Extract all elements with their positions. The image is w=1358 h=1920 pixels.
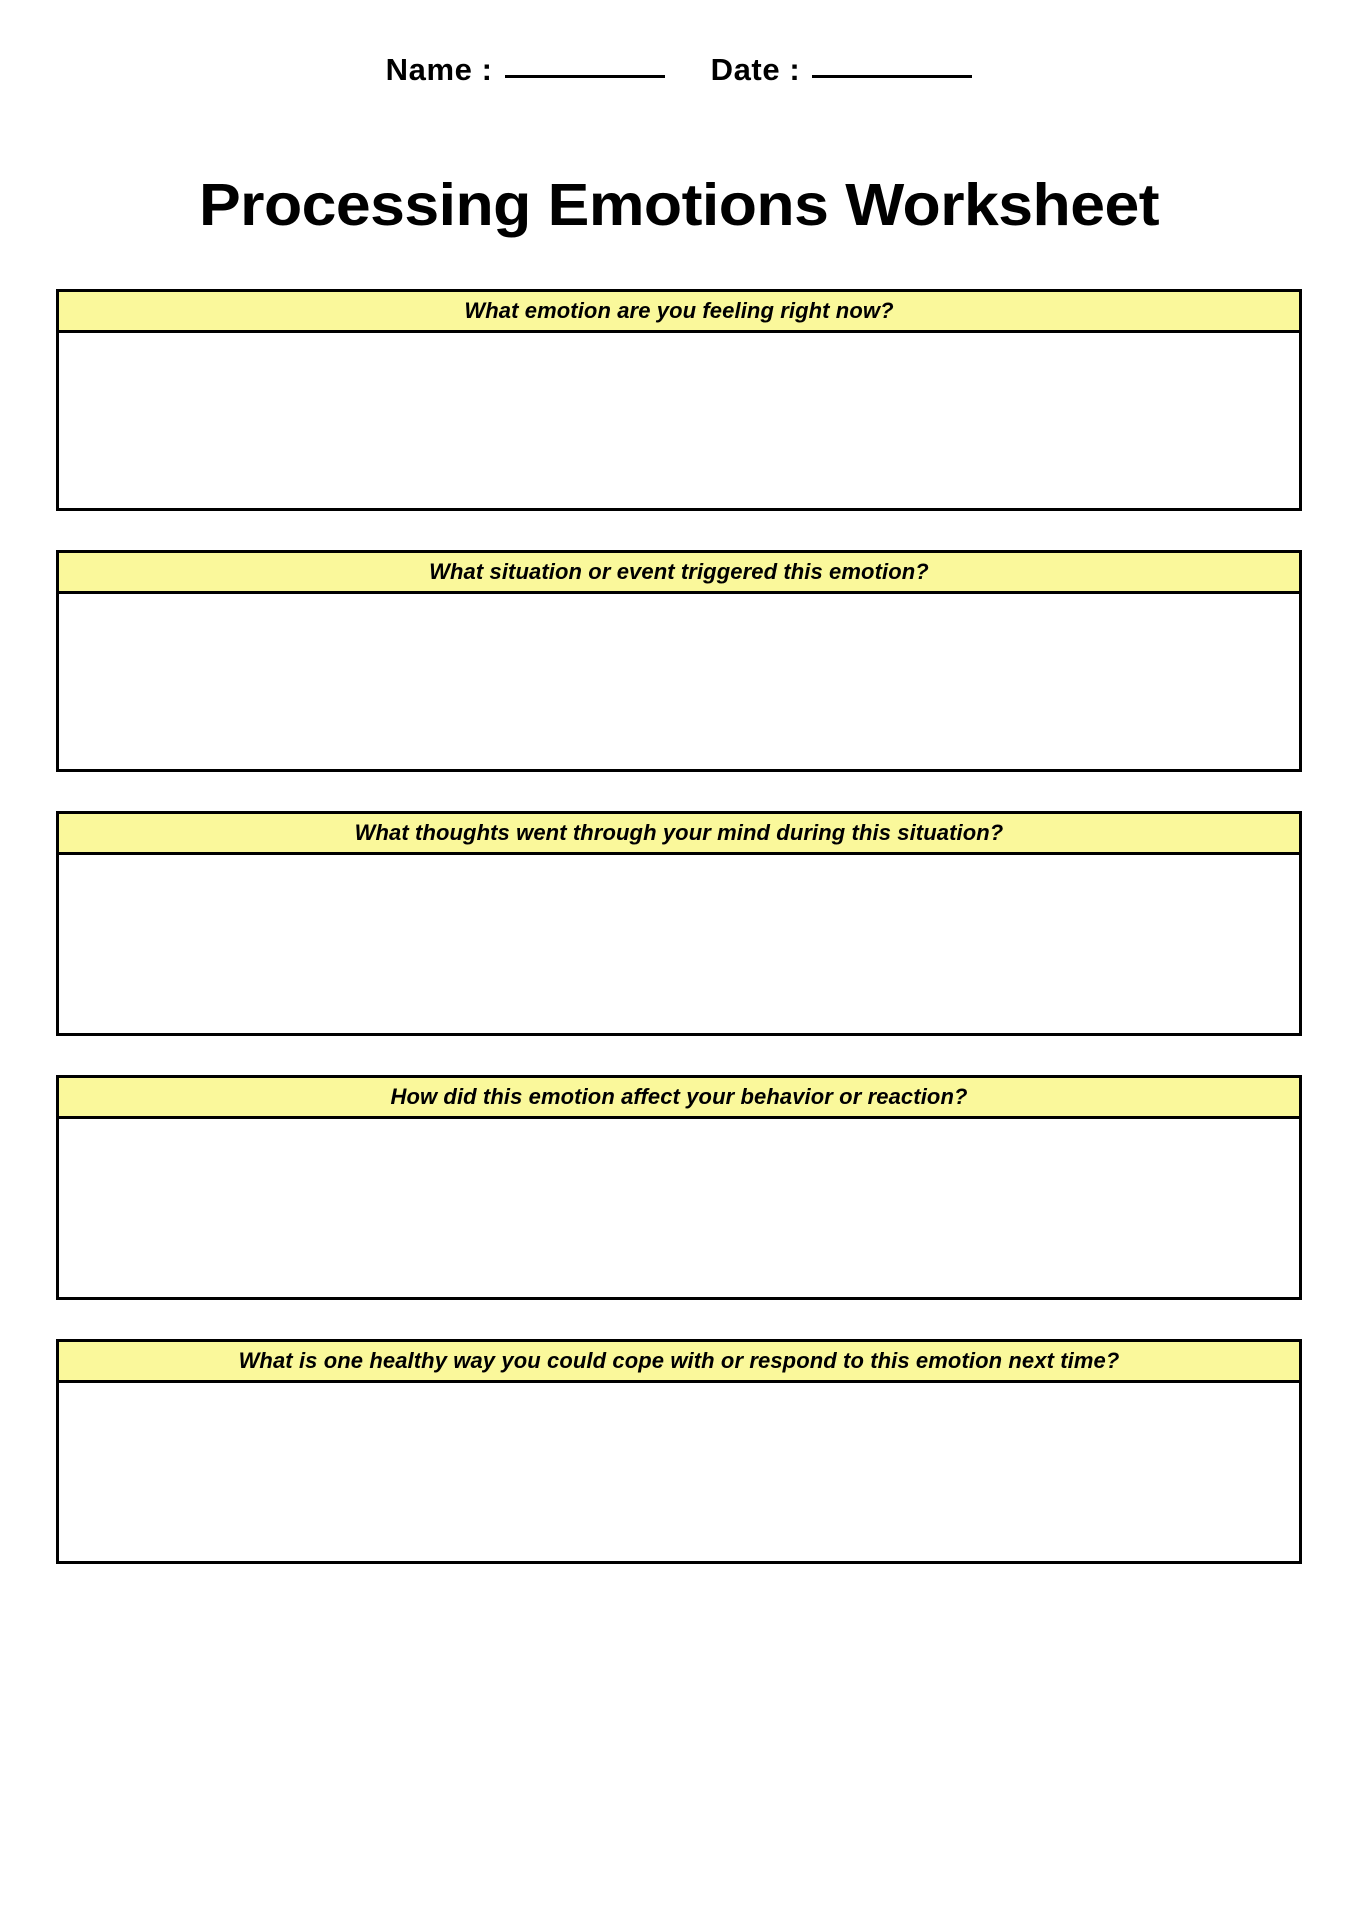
section-header-behavior: [56, 1075, 1302, 1119]
answer-box-coping[interactable]: [56, 1383, 1302, 1564]
section-question-trigger: What situation or event triggered this emotion?: [429, 559, 929, 584]
section-question-coping: What is one healthy way you could cope with or respond to this emotion next time?: [238, 1348, 1120, 1373]
section-header-thoughts: [56, 811, 1302, 855]
name-date-row: [0, 52, 1358, 88]
answer-box-trigger[interactable]: [56, 594, 1302, 772]
section-question-behavior: How did this emotion affect your behavior or reaction?: [390, 1084, 968, 1109]
name-label: Name :: [385, 52, 493, 87]
section-header-emotion: [56, 289, 1302, 333]
name-field-group: [386, 52, 665, 88]
section-thoughts: [56, 811, 1302, 1036]
page-title: Processing Emotions Worksheet: [198, 172, 1160, 238]
answer-box-emotion[interactable]: [56, 333, 1302, 511]
answer-box-behavior[interactable]: [56, 1119, 1302, 1300]
sections-container: [56, 289, 1302, 1564]
section-question-emotion: What emotion are you feeling right now?: [464, 298, 894, 323]
section-emotion: [56, 289, 1302, 511]
name-write-in-line[interactable]: [505, 74, 665, 78]
section-coping: [56, 1339, 1302, 1564]
answer-box-thoughts[interactable]: [56, 855, 1302, 1036]
section-question-thoughts: What thoughts went through your mind during this situation?: [354, 820, 1004, 845]
section-trigger: [56, 550, 1302, 772]
date-field-group: [711, 52, 973, 88]
section-header-coping: [56, 1339, 1302, 1383]
date-write-in-line[interactable]: [812, 74, 972, 78]
section-behavior: [56, 1075, 1302, 1300]
date-label: Date :: [710, 52, 801, 87]
section-header-trigger: [56, 550, 1302, 594]
